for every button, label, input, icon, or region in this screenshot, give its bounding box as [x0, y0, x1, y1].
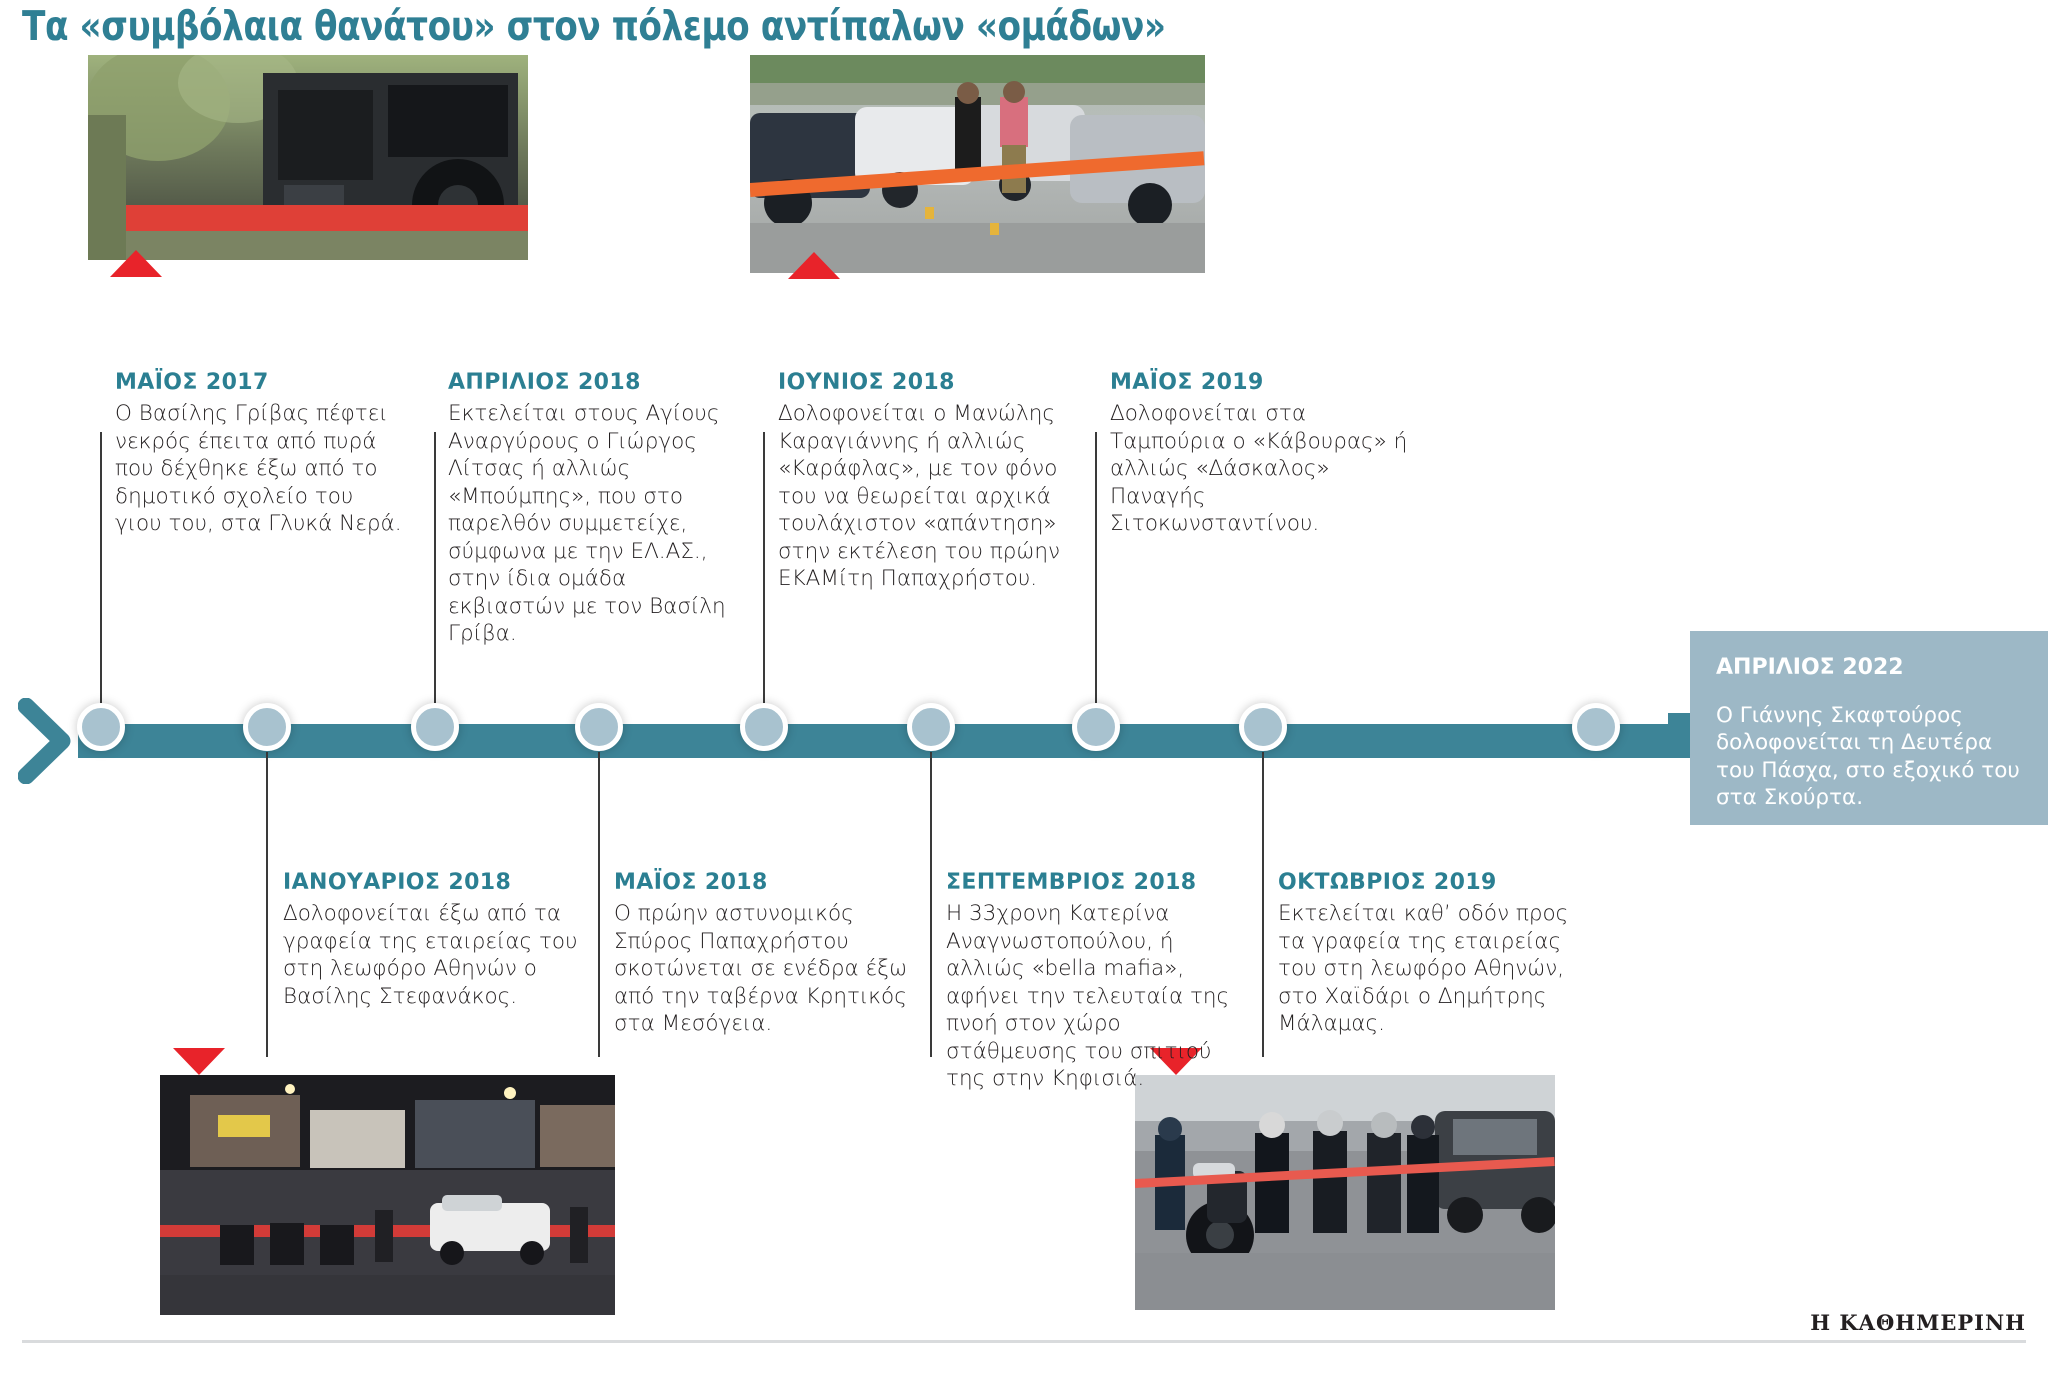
entry-date-may-2017: ΜΑΪΟΣ 2017 [115, 370, 269, 395]
leader-line-4 [1095, 432, 1097, 727]
footer-divider [22, 1340, 2026, 1343]
entry-text-october-2019: Εκτελείται καθ’ οδόν προς τα γραφεία της εταιρείας του στη λεωφόρο Αθηνών, στο Χαϊδάρι ο Δημήτρης Μάλαμας. [1278, 901, 1569, 1036]
leader-line-6 [598, 752, 600, 1057]
entry-date-april-2022: ΑΠΡΙΛΙΟΣ 2022 [1716, 655, 1904, 680]
entry-date-may-2019: ΜΑΪΟΣ 2019 [1110, 370, 1264, 395]
timeline-node-6[interactable] [575, 703, 623, 751]
leader-line-3 [763, 432, 765, 727]
timeline-node-3[interactable] [740, 703, 788, 751]
timeline-entry-may-2019[interactable] [1110, 370, 1410, 538]
entry-text-may-2019: Δολοφονείται στα Ταμπούρια ο «Κάβουρας» ή αλλιώς «Δάσκαλος» Παναγής Σιτοκωνσταντίνου. [1110, 401, 1408, 536]
timeline-entry-may-2018[interactable] [614, 870, 914, 1038]
timeline-node-5[interactable] [243, 703, 291, 751]
leader-line-7 [930, 752, 932, 1057]
photo-night-street-police [160, 1075, 615, 1315]
entry-text-june-2018: Δολοφονείται ο Μανώλης Καραγιάννης ή αλλιώς «Καράφλας», με τον φόνο του να θεωρείται αρχικά τουλάχιστον «απάντηση» στην εκτέλεση του πρώην ΕΚΑΜίτη Παπαχρήστου. [778, 401, 1061, 591]
photo-3-marker-triangle [173, 1048, 225, 1075]
timeline-entry-june-2018[interactable] [778, 370, 1068, 593]
entry-date-september-2018: ΣΕΠΤΕΜΒΡΙΟΣ 2018 [946, 870, 1197, 895]
entry-text-may-2018: Ο πρώην αστυνομικός Σπύρος Παπαχρήστου σκοτώνεται σε ενέδρα έξω από την ταβέρνα Κρητικός στα Μεσόγεια. [614, 901, 908, 1036]
timeline-entry-may-2017[interactable] [115, 370, 405, 538]
entry-text-september-2018: Η 33χρονη Κατερίνα Αναγνωστοπούλου, ή αλλιώς «bella mafia», αφήνει την τελευταία της πνοή στον χώρο στάθμευσης του σπιτιού της στην Κηφισιά. [946, 901, 1230, 1091]
entry-text-may-2017: Ο Βασίλης Γρίβας πέφτει νεκρός έπειτα από πυρά που δέχθηκε έξω από το δημοτικό σχολείο του γιου του, στα Γλυκά Νερά. [115, 401, 402, 536]
publication-logo: Η ΚΑΘΗΜΕΡΙΝΗ [1810, 1310, 2026, 1335]
timeline-entry-april-2022[interactable] [1690, 631, 2048, 825]
photo-police-motorcycle-scene [1135, 1075, 1555, 1310]
timeline-entry-april-2018[interactable] [448, 370, 738, 648]
entry-date-april-2018: ΑΠΡΙΛΙΟΣ 2018 [448, 370, 641, 395]
timeline-node-7[interactable] [907, 703, 955, 751]
leader-line-5 [266, 752, 268, 1057]
entry-text-april-2018: Εκτελείται στους Αγίους Αναργύρους ο Γιώργος Λίτσας ή αλλιώς «Μπούμπης», που στο παρελθόν συμμετείχε, σύμφωνα με την ΕΛ.ΑΣ., στην ίδια ομάδα εκβιαστών με τον Βασίλη Γρίβα. [448, 401, 726, 646]
timeline-entry-october-2019[interactable] [1278, 870, 1598, 1038]
highlight-connector [1668, 713, 1692, 747]
leader-line-8 [1262, 752, 1264, 1057]
photo-car-crime-scene [88, 55, 528, 260]
entry-text-january-2018: Δολοφονείται έξω από τα γραφεία της εταιρείας του στη λεωφόρο Αθηνών ο Βασίλης Στεφανάκος. [283, 901, 578, 1009]
leader-line-2 [434, 432, 436, 727]
entry-date-october-2019: ΟΚΤΩΒΡΙΟΣ 2019 [1278, 870, 1497, 895]
timeline-node-9[interactable] [1572, 703, 1620, 751]
page-title: Τα «συμβόλαια θανάτου» στον πόλεμο αντίπαλων «ομάδων» [22, 2, 1166, 50]
leader-line-1 [100, 432, 102, 727]
entry-date-june-2018: ΙΟΥΝΙΟΣ 2018 [778, 370, 955, 395]
timeline-node-8[interactable] [1239, 703, 1287, 751]
photo-street-cars-investigators [750, 55, 1205, 273]
photo-2-marker-triangle [788, 252, 840, 279]
timeline-node-2[interactable] [411, 703, 459, 751]
entry-date-january-2018: ΙΑΝΟΥΑΡΙΟΣ 2018 [283, 870, 512, 895]
photo-1-marker-triangle [110, 250, 162, 277]
entry-date-may-2018: ΜΑΪΟΣ 2018 [614, 870, 768, 895]
timeline-entry-september-2018[interactable] [946, 870, 1246, 1093]
timeline-node-4[interactable] [1072, 703, 1120, 751]
entry-text-april-2022: Ο Γιάννης Σκαφτούρος δολοφονείται τη Δευτέρα του Πάσχα, στο εξοχικό του στα Σκούρτα. [1716, 702, 2020, 810]
timeline-entry-january-2018[interactable] [283, 870, 583, 1010]
timeline-arrow-icon [18, 698, 74, 784]
timeline-node-1[interactable] [77, 703, 125, 751]
